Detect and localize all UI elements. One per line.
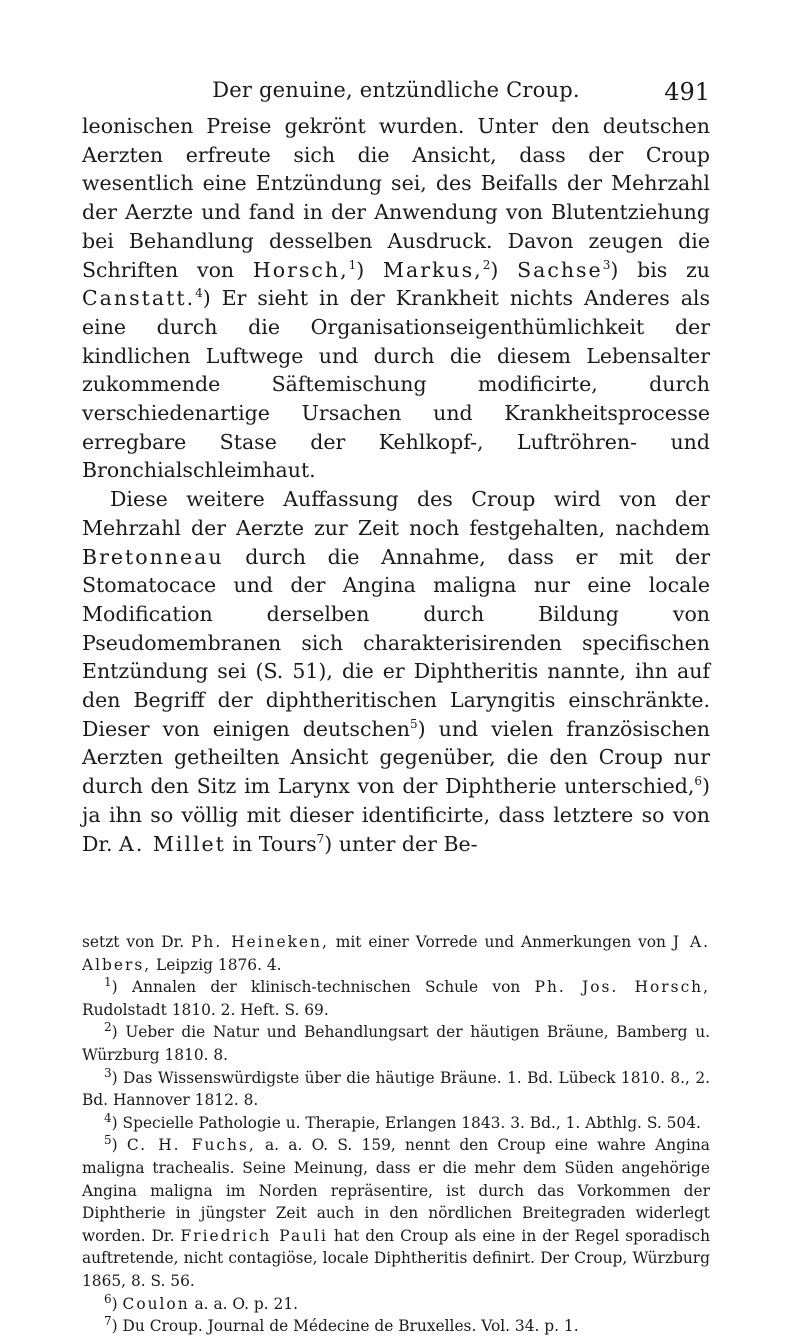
footnote-marker: 4 [104, 1110, 112, 1125]
text-run: setzt von Dr. [82, 933, 192, 951]
footnote-6: $^6$) Coulon a. a. O. p. 21. [104, 1291, 299, 1313]
footnote-ref: 3 [602, 257, 611, 272]
paragraph-1: leonischen Preise gekrönt wurden. Unter den deutschen Aerzten erfreute sich die Ansicht, dass der Croup wesentlich eine Entzündung sei, des Beifalls der Mehrzahl der Aerzte und fand in der Anwendung von Blutentziehung bei Behandlung desselben Ausdruck. Davon zeugen die Schriften von Horsch,$^1$) Markus,$^2$) Sachse$^3$) bis zu Canstatt.$^4$) Er sieht in der Krankheit nichts Anderes als eine durch die Organisationseigenthümlichkeit der kindlichen Luftwege und durch die diesem Lebensalter zukommende Säftemischung modificirte, durch verschiedenartige Ursachen und Krankheitsprocesse erregbare Stase der Kehlkopf-, Luftröhren- und Bronchialschleimhaut. [82, 114, 711, 483]
author-name: Friedrich Pauli [180, 1226, 328, 1245]
author-name: Sachse [517, 257, 603, 282]
text-run: in Tours [225, 831, 317, 856]
running-title: Der genuine, entzündliche Croup. [212, 78, 580, 102]
footnote-7: $^7$) Du Croup. Journal de Médecine de Bruxelles. Vol. 34. p. 1. [104, 1313, 579, 1336]
author-name: Ph. Jos. Horsch, [534, 978, 710, 997]
footnote-1: $^1$) Annalen der klinisch-technischen Schule von Ph. Jos. Horsch, Rudolstadt 1810. 2. Heft. S. 69. [82, 975, 710, 1019]
footnote-marker: 1 [104, 975, 112, 990]
footnote-marker: 6 [104, 1291, 112, 1306]
text-run: Du Croup. Journal de Médecine de Bruxelles. Vol. 34. p. 1. [117, 1317, 579, 1336]
page-number: 491 [664, 78, 710, 106]
footnote-ref: 2 [482, 257, 491, 272]
footnote-ref: 6 [694, 774, 702, 789]
footnote-3: $^3$) Das Wissenswürdigste über die häutige Bräune. 1. Bd. Lübeck 1810. 8., 2. Bd. Hannover 1812. 8. [82, 1065, 710, 1110]
footnotes [82, 931, 710, 1338]
text-run: und vielen französischen Aerzten getheilten Ansicht gegenüber, die den Croup nur durch den Sitz im Larynx von der Diphtherie unterschied, [82, 716, 710, 799]
footnote-marker: 5 [104, 1133, 112, 1148]
footnote-2: $^2$) Ueber die Natur und Behandlungsart der häutigen Bräune, Bamberg u. Würzburg 1810. 8. [82, 1020, 710, 1064]
text-run: hat den Croup als eine in der Regel sporadisch auftretende, nicht contagiöse, locale Diphtheritis definirt. Der Croup, Würzburg 1865, 8. S. 56. [82, 1226, 711, 1290]
text-run: Das Wissenswürdigste über die häutige Bräune. 1. Bd. Lübeck 1810. 8., 2. Bd. Hannover 1812. 8. [82, 1068, 710, 1110]
author-name: C. H. Fuchs, [126, 1136, 256, 1155]
text-run: bis zu [618, 257, 711, 282]
author-name: Canstatt. [82, 286, 196, 311]
text-run: durch die Annahme, dass er mit der Stomatocace und der Angina maligna nur eine locale Modification derselben durch Bildung von Pseudomembranen sich charakterisirenden specifischen Entzündung sei (S. 51), die er Diphtheritis nannte, ihn auf den Begriff der diphtheritischen Laryngitis einschränkte. Dieser von einigen deutschen [82, 544, 710, 741]
footnote-marker: 3 [104, 1065, 112, 1080]
text-run: a. a. O. p. 21. [189, 1294, 299, 1313]
footnote-continuation [82, 931, 710, 976]
author-name: Ph. Heineken, [191, 933, 329, 951]
text-run: Annalen der klinisch-technischen Schule von [117, 978, 535, 997]
text-run: leonischen Preise gekrönt wurden. Unter den deutschen Aerzten erfreute sich die Ansicht, dass der Croup wesentlich eine Entzündung sei, des Beifalls der Mehrzahl der Aerzte und fand in der Anwendung von Blutentziehung bei Behandlung desselben Ausdruck. Davon zeugen die Schriften von [82, 114, 710, 282]
page-header [82, 78, 710, 108]
footnote-marker: 2 [104, 1020, 112, 1035]
author-name: Markus, [383, 257, 483, 282]
footnote-4: $^4$) Specielle Pathologie u. Therapie, Erlangen 1843. 3. Bd., 1. Abthlg. S. 504. [104, 1110, 701, 1132]
text-run: Specielle Pathologie u. Therapie, Erlangen 1843. 3. Bd., 1. Abthlg. S. 504. [117, 1113, 701, 1132]
footnote-ref: 5 [409, 716, 418, 731]
footnote-ref: 4 [195, 286, 203, 301]
text-run: Er sieht in der Krankheit nichts Anderes als eine durch die Organisationseigenthümlichkeit der kindlichen Luftwege und durch die diesem Lebensalter zukommende Säftemischung modificirte, durch verschiedenartige Ursachen und Krankheitsprocesse erregbare Stase der Kehlkopf-, Luftröhren- und Bronchialschleimhaut. [82, 286, 710, 483]
text-run: mit einer Vorrede und Anmerkungen von [328, 933, 673, 951]
footnote-5: $^5$) C. H. Fuchs, a. a. O. S. 159, nennt den Croup eine wahre Angina maligna trachealis. Seine Meinung, dass er die mehr dem Süden angehörige Angina maligna im Norden repräsentire, ist durch das Vorkommen der Diphtherie in jüngster Zeit auch in den nördlichen Breitegraden widerlegt worden. Dr. Friedrich Pauli hat den Croup als eine in der Regel sporadisch auftretende, nicht contagiöse, locale Diphtheritis definirt. Der Croup, Würzburg 1865, 8. S. 56. [82, 1133, 711, 1290]
text-run: Leipzig 1876. 4. [151, 955, 282, 974]
author-name: Horsch, [252, 257, 349, 282]
author-name: A. Millet [119, 831, 226, 856]
text-run: Rudolstadt 1810. 2. Heft. S. 69. [82, 1000, 329, 1019]
text-run: unter der Be- [332, 831, 478, 856]
footnote-ref: 7 [316, 831, 325, 846]
footnote-ref: 1 [348, 257, 357, 272]
text-run: Diese weitere Auffassung des Croup wird von der Mehrzahl der Aerzte zur Zeit noch festgehalten, nachdem [82, 487, 710, 540]
paragraph-2: Diese weitere Auffassung des Croup wird von der Mehrzahl der Aerzte zur Zeit noch festgehalten, nachdem Bretonneau durch die Annahme, dass er mit der Stomatocace und der Angina maligna nur eine locale Modification derselben durch Bildung von Pseudomembranen sich charakterisirenden specifischen Entzündung sei (S. 51), die er Diphtheritis nannte, ihn auf den Begriff der diphtheritischen Laryngitis einschränkte. Dieser von einigen deutschen$^5$) und vielen französischen Aerzten getheilten Ansicht gegenüber, die den Croup nur durch den Sitz im Larynx von der Diphtherie unterschied,$^6$) ja ihn so völlig mit dieser identificirte, dass letztere so von Dr. A. Millet in Tours$^7$) unter der Be- [82, 487, 710, 856]
text-run: a. a. O. S. 159, nennt den Croup eine wahre Angina maligna trachealis. Seine Meinung, dass er die mehr dem Süden angehörige Angina maligna im Norden repräsentire, ist durch das Vorkommen der Diphtherie in jüngster Zeit auch in den nördlichen Breitegraden widerlegt worden. Dr. [82, 1136, 710, 1245]
main-text [82, 112, 710, 858]
author-name: J A. Albers, [82, 933, 710, 974]
text-run: Ueber die Natur und Behandlungsart der häutigen Bräune, Bamberg u. Würzburg 1810. 8. [82, 1023, 710, 1064]
text-run: ja ihn so völlig mit dieser identificirte, dass letztere so von Dr. [82, 802, 710, 856]
author-name: Bretonneau [82, 544, 224, 569]
footnote-marker: 7 [104, 1313, 112, 1328]
author-name: Coulon [122, 1294, 190, 1313]
